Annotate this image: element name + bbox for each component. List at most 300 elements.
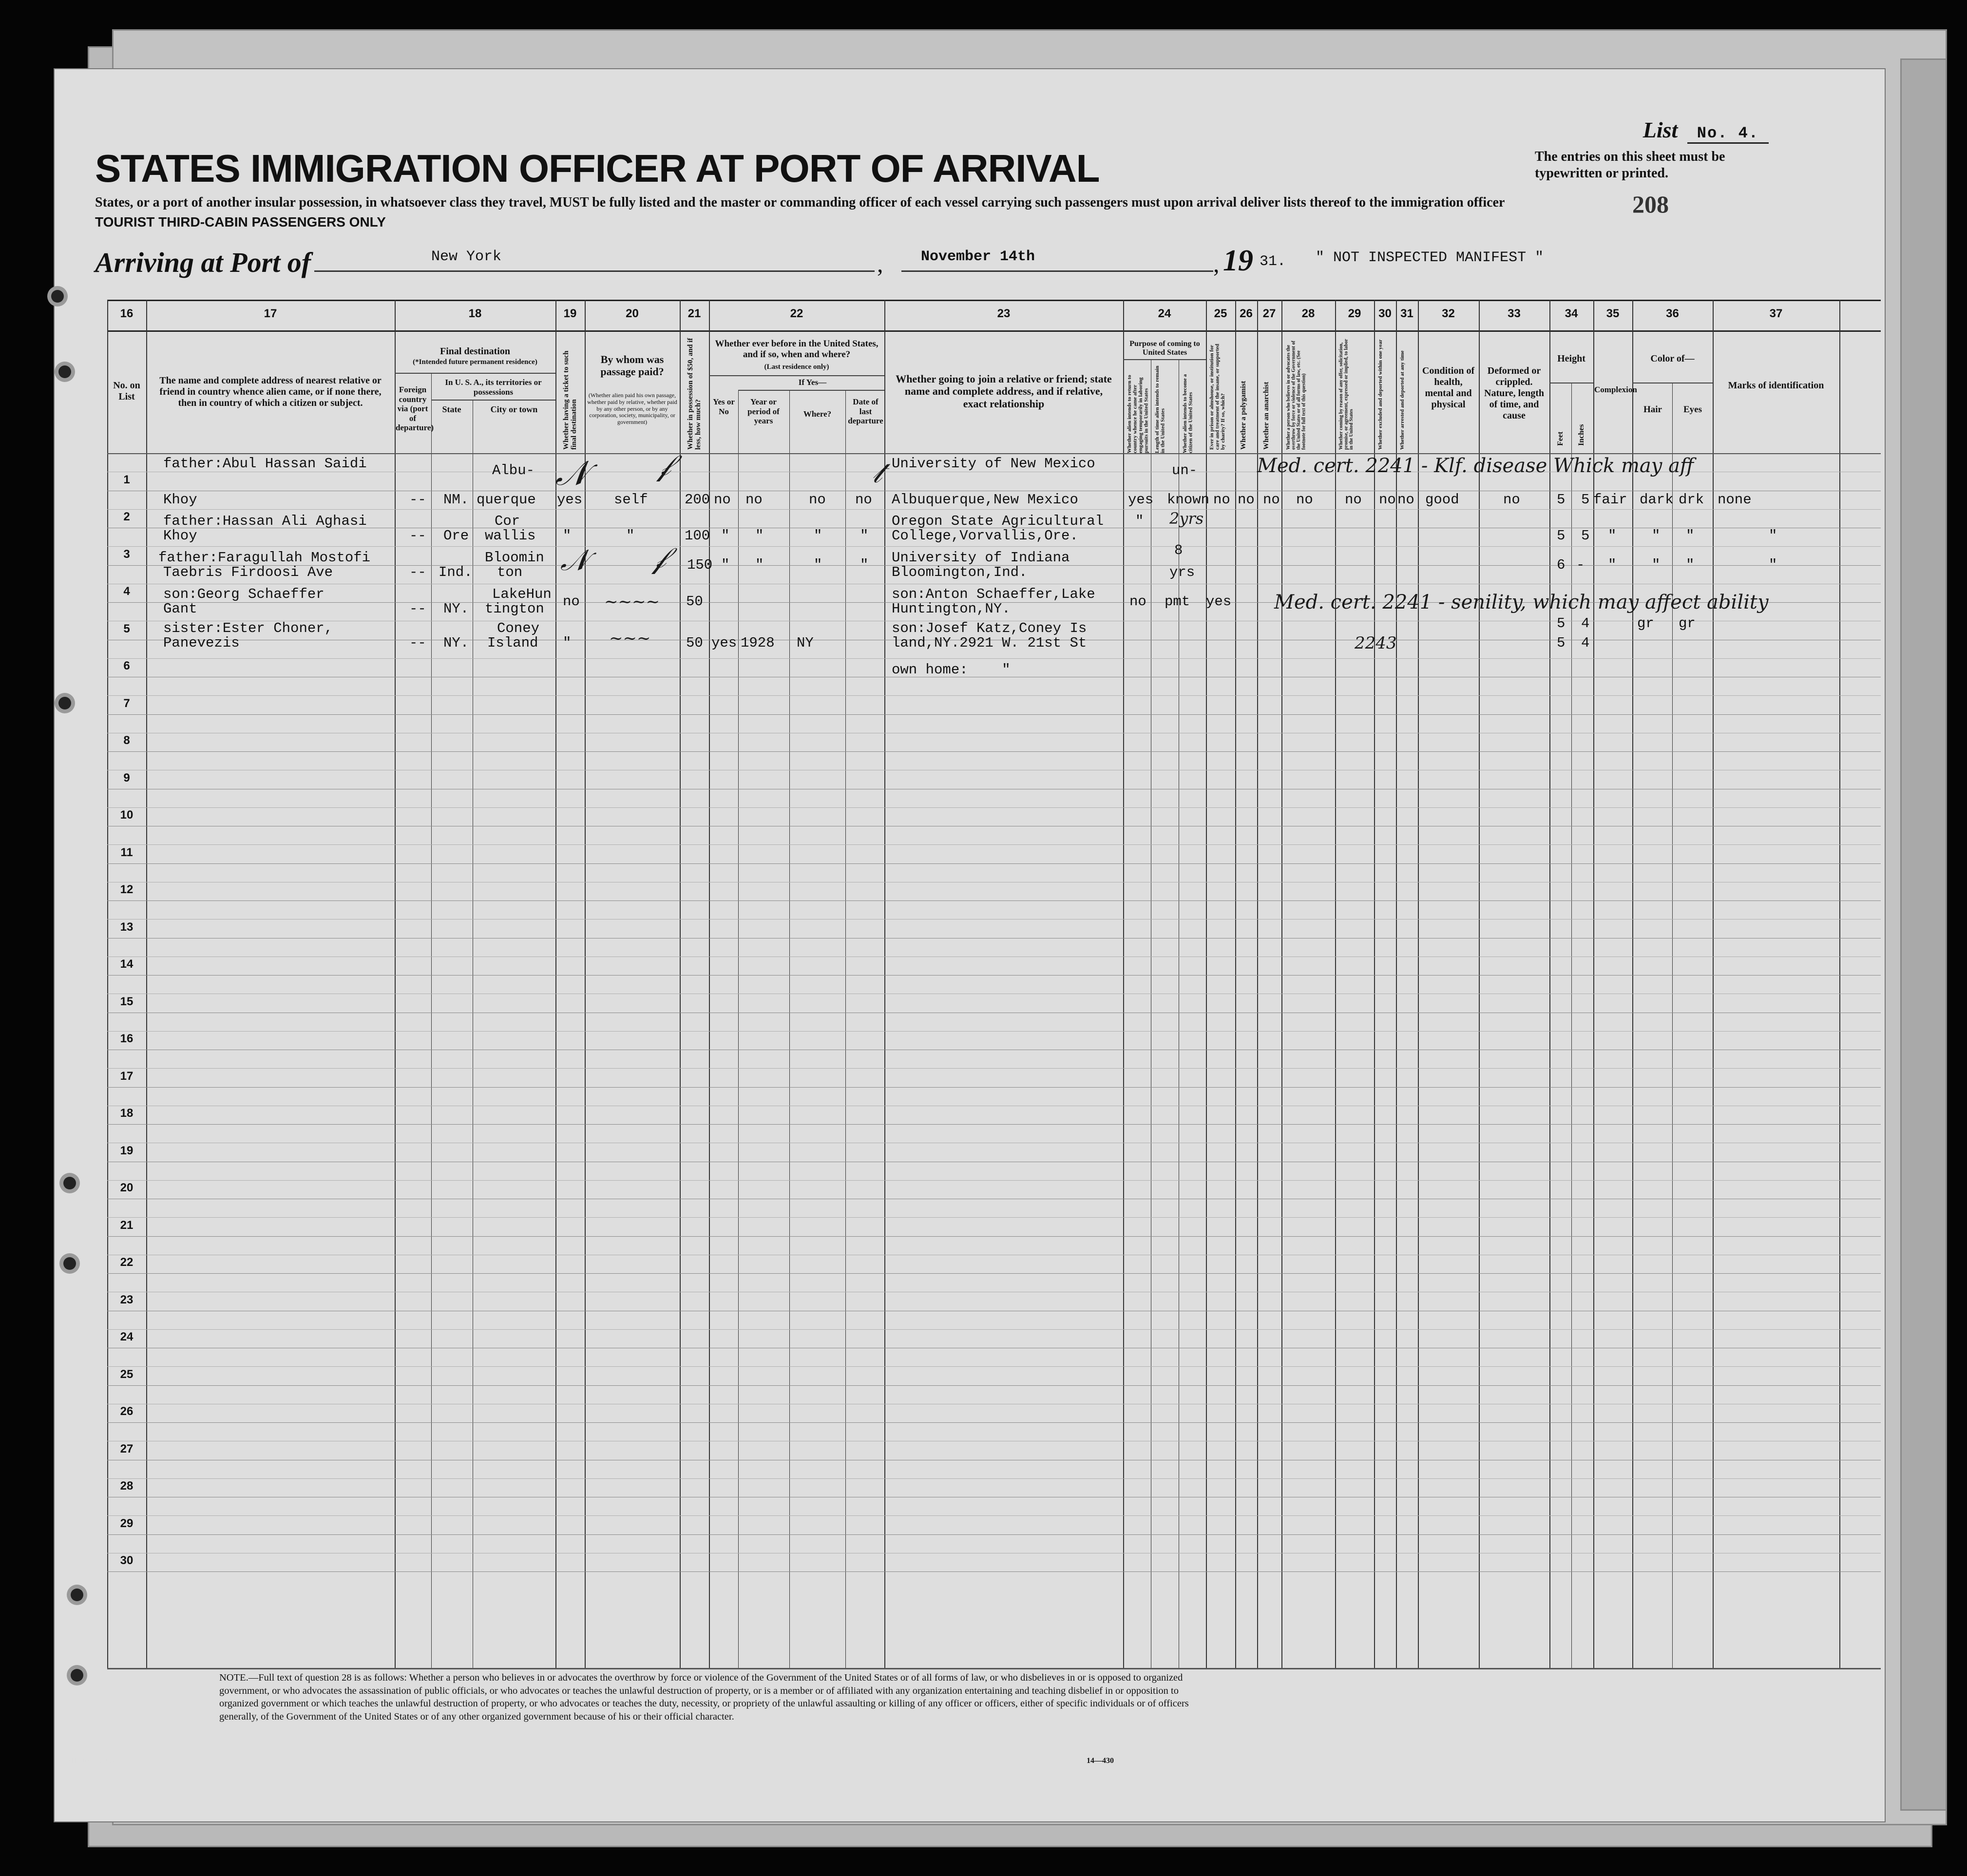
row1-joining-address: Albuquerque,New Mexico: [892, 492, 1078, 508]
footnote-q28: NOTE.—Full text of question 28 is as follows: Whether a person who believes in or advocates the overthrow by force or violence of the Government of the United States or of all forms of law, or who disbelieves in or is opposed to organized government, or who advocates the assassination of public officials, or who advocates or teaches the unlawful destruction of property, or is a member or of affiliated with any organization entertaining and teaching disbelief in or opposition to organized government or which teaches the unlawful destruction of property, or who advocates or teaches the duty, necessity, or propriety of the unlawful assaulting or killing of any officer or officers, either of specific individuals or of officers generally, of the Government of the United States or of any other organized government because of his or their official character.: [219, 1672, 1189, 1722]
row3-relative: father:Faragullah Mostofi: [158, 550, 371, 566]
handwritten-mark: ~~~~: [604, 592, 660, 612]
row4-inches: 4: [1581, 615, 1590, 632]
header-rule: [107, 453, 1881, 454]
column-rule: [1479, 300, 1480, 1669]
row2-relative: father:Hassan Ali Aghasi: [163, 513, 367, 529]
row2-where: ": [814, 528, 822, 544]
row3-inches: -: [1576, 557, 1585, 573]
row-rule: [107, 1068, 1881, 1069]
row-rule: [107, 1236, 1881, 1237]
row-rule: [107, 1385, 1881, 1386]
row4-relative: son:Georg Schaeffer: [163, 586, 325, 602]
column-number: 24: [1158, 307, 1171, 320]
row3-money: 150: [687, 557, 713, 573]
manifest-note: " NOT INSPECTED MANIFEST ": [1316, 249, 1544, 266]
column-rule: [1549, 300, 1550, 1669]
binder-hole: [51, 290, 64, 303]
row-number: 5: [123, 622, 130, 635]
handwritten-mark: 𝓉: [872, 456, 882, 490]
column-rule: [585, 300, 586, 1669]
column-rule: [1235, 300, 1236, 1669]
port-line: [314, 270, 875, 272]
row-rule: [107, 1031, 1881, 1032]
row4-feet: 5: [1557, 615, 1566, 632]
header-city: City or town: [490, 404, 538, 414]
port-value: New York: [431, 249, 502, 265]
column-number: 18: [468, 307, 482, 320]
row3-ditto: ": [1686, 557, 1695, 573]
column-rule: [1713, 300, 1714, 1669]
row-number: 12: [120, 883, 134, 896]
row2-feet: 5: [1557, 528, 1566, 544]
column-rule: [1672, 383, 1673, 1669]
row1-polygamist: no: [1238, 492, 1255, 508]
column-number: 16: [120, 307, 134, 320]
row1-purpose-length: known: [1167, 492, 1210, 508]
row-number: 8: [123, 734, 130, 747]
row5-joining: son:Josef Katz,Coney Is: [892, 620, 1087, 636]
header-marks: Marks of identification: [1728, 380, 1824, 391]
row-number: 9: [123, 771, 130, 785]
binder-hole: [58, 365, 71, 378]
header-in-usa: In U. S. A., its territories or possessions: [445, 378, 542, 397]
sheet-number: 208: [1632, 191, 1669, 218]
row-number: 4: [123, 585, 130, 598]
row2-ditto: ": [1686, 528, 1695, 544]
row2-ditto: ": [1769, 528, 1777, 544]
row-number: 30: [120, 1554, 134, 1567]
header-color: Color of—: [1650, 353, 1695, 364]
column-rule: [431, 373, 432, 1669]
column-number: 31: [1400, 307, 1413, 320]
header-before-in-us: Whether ever before in the United States, and if so, when and where?: [715, 339, 878, 360]
column-rule: [1418, 300, 1419, 1669]
header-anarchist: Whether an anarchist: [1262, 382, 1270, 450]
table-bottom-rule: [107, 1668, 1881, 1669]
row1-anarchist: no: [1263, 492, 1280, 508]
row2-ditto: ": [1652, 528, 1661, 544]
row1-year: no: [745, 492, 763, 508]
handwritten-annotation: Med. cert. 2241 - Klf. disease Whick may aff: [1257, 455, 1694, 477]
row5-money: 50: [686, 635, 703, 651]
row1-money: 200: [685, 492, 710, 508]
column-rule: [1335, 300, 1336, 1669]
row-rule: [107, 844, 1881, 845]
header-divider: [709, 375, 884, 376]
arrival-date: November 14th: [921, 249, 1035, 265]
header-final-destination: Final destination: [440, 346, 510, 357]
row2-paid-by: ": [626, 528, 635, 544]
row5-state: NY.: [443, 635, 469, 651]
header-passage-paid: By whom was passage paid?: [600, 353, 664, 378]
row1-prison: no: [1213, 492, 1230, 508]
row1-hair: dark: [1640, 492, 1674, 508]
row3-relative-address: Taebris Firdoosi Ave: [163, 564, 333, 580]
column-rule: [1839, 300, 1840, 1669]
row-number: 11: [120, 845, 133, 859]
row2-purpose-return: ": [1135, 513, 1144, 529]
handwritten-annotation: 2243: [1355, 633, 1397, 653]
header-last-residence: (Last residence only): [764, 363, 829, 371]
column-number: 30: [1378, 307, 1392, 320]
header-no-on-list: No. on List: [113, 380, 140, 402]
column-rule: [1396, 300, 1397, 1669]
row1-marks: none: [1718, 492, 1752, 508]
row-number: 17: [120, 1069, 134, 1083]
row-rule: [107, 1534, 1881, 1535]
row3-purpose-length: yrs: [1169, 564, 1195, 580]
header-relative: The name and complete address of nearest relative or friend in country whence alien came, or if none there, then in country of which a citizen or subject.: [159, 375, 382, 408]
row-rule: [107, 714, 1881, 715]
header-purpose-return: Whether alien intends to return to country whence he came after engaging temporarily in laboring pursuits in the United States: [1127, 375, 1149, 453]
row-rule: [107, 900, 1881, 901]
header-divider: [431, 400, 555, 401]
row-rule: [107, 1273, 1881, 1274]
binder-hole: [63, 1177, 76, 1189]
row5-city: Island: [487, 635, 538, 651]
column-number: 25: [1214, 307, 1227, 320]
row2-city: Cor: [495, 513, 520, 529]
header-state: State: [442, 404, 461, 414]
row-rule: [107, 509, 1881, 510]
row1-departure: no: [855, 492, 872, 508]
row4-foreign: --: [409, 601, 426, 617]
row2-joining: Oregon State Agricultural: [892, 513, 1104, 529]
row2-state: Ore: [443, 528, 469, 544]
row-number: 1: [123, 473, 130, 486]
manifest-sheet: [54, 68, 1886, 1822]
row4-money: 50: [686, 593, 703, 610]
column-rule: [789, 390, 790, 1669]
row1-city: Albu-: [492, 462, 535, 479]
row3-before: ": [721, 557, 730, 573]
year-suffix: 31.: [1260, 253, 1286, 270]
row4-state: NY.: [443, 601, 469, 617]
states-instructions: States, or a port of another insular possession, in whatsoever class they travel, MUST be fully listed and the master or commanding officer of each vessel carrying such passengers must upon arrival deliver lists thereof to the immigration officer: [95, 195, 1505, 210]
row-number: 15: [120, 995, 134, 1008]
row1-complexion: fair: [1593, 492, 1627, 508]
row2-departure: ": [860, 528, 869, 544]
header-excluded: Whether excluded and deported within one year: [1377, 339, 1383, 450]
row-rule: [107, 546, 1881, 547]
header-foreign-country: Foreign country via (port of departure): [396, 385, 434, 433]
binder-hole: [71, 1589, 83, 1601]
row4-purpose-citizen: yes: [1206, 593, 1232, 610]
row1-city: querque: [477, 492, 536, 508]
column-rule: [884, 300, 885, 1669]
row3-ditto: ": [1652, 557, 1661, 573]
row-number: 22: [120, 1256, 134, 1269]
column-number: 36: [1666, 307, 1679, 320]
row2-inches: 5: [1581, 528, 1590, 544]
arriving-label: Arriving at Port of: [95, 247, 311, 278]
row5-relative: sister:Ester Choner,: [163, 620, 333, 636]
column-number: 33: [1508, 307, 1521, 320]
header-labor-offer: Whether coming by reason of any offer, solicitation, promise, or agreement, expressed or implied, to labor in the United States: [1338, 339, 1354, 450]
header-purpose-length: Length of time alien intends to remain in the United States: [1154, 365, 1166, 453]
header-purpose-citizen: Whether alien intends to become a citizen of the United States: [1182, 374, 1194, 453]
row5-year: 1928: [741, 635, 775, 651]
header-inches: Inches: [1577, 424, 1585, 446]
row3-feet: 6: [1557, 557, 1566, 573]
row1-foreign: --: [409, 492, 426, 508]
binder-hole: [71, 1669, 83, 1682]
row4-city: tington: [485, 601, 544, 617]
row4-city: LakeHun: [492, 586, 552, 602]
header-feet: Feet: [1556, 431, 1565, 446]
column-rule: [555, 300, 556, 1669]
header-health: Condition of health, mental and physical: [1422, 365, 1475, 410]
row5-inches: 4: [1581, 635, 1590, 651]
column-number: 17: [264, 307, 277, 320]
header-overthrow: Whether a person who believes in or advocates the overthrow by force or violence of the Government of the United States or of all forms of law, etc. (See footnote for full text of this question): [1286, 341, 1307, 450]
back-sheet-edge: [1900, 58, 1947, 1811]
footer-code: HL. form 29 ad: [68, 1757, 117, 1765]
handwritten-mark: 𝒩: [560, 543, 589, 577]
row2-city: wallis: [485, 528, 536, 544]
row5-city: Coney: [497, 620, 540, 636]
row1-relative-address: Khoy: [163, 492, 197, 508]
row-number: 19: [120, 1144, 134, 1157]
manifest-table: [107, 300, 1881, 1669]
row4-eyes: gr: [1679, 615, 1696, 632]
date-line: [901, 270, 1213, 272]
row3-city: ton: [497, 564, 523, 580]
tourist-class-label: TOURIST THIRD-CABIN PASSENGERS ONLY: [95, 214, 386, 230]
row2-ticket: ": [563, 528, 572, 544]
row1-where: no: [809, 492, 826, 508]
row-number: 29: [120, 1516, 134, 1530]
row5-joining-address: land,NY.2921 W. 21st St: [892, 635, 1087, 651]
row-rule: [107, 1087, 1881, 1088]
row-number: 18: [120, 1107, 134, 1120]
row1-excluded: no: [1379, 492, 1396, 508]
row-rule: [107, 863, 1881, 864]
column-rule: [1123, 300, 1124, 1669]
header-ticket: Whether having a ticket to such final destination: [562, 350, 578, 450]
entries-note: The entries on this sheet must be typewritten or printed.: [1535, 149, 1725, 181]
row3-year: ": [755, 557, 764, 573]
header-prison: Ever in prison or almshouse, or institution for care and treatment of the insane, or supported by charity? If so, which?: [1209, 344, 1226, 450]
row5-feet: 5: [1557, 635, 1566, 651]
separator: ,: [877, 250, 883, 277]
column-rule: [845, 390, 846, 1669]
row-number: 21: [120, 1218, 134, 1232]
column-rule: [1281, 300, 1282, 1669]
row1-feet: 5: [1557, 492, 1566, 508]
header-complexion: Complexion: [1594, 385, 1637, 394]
row-rule: [107, 807, 1881, 808]
row-number: 13: [120, 920, 134, 934]
handwritten-mark: 𝒻: [658, 448, 671, 482]
row-number: 20: [120, 1181, 134, 1194]
handwritten-annotation: 2yrs: [1169, 509, 1204, 528]
row-rule: [107, 1366, 1881, 1367]
header-last-departure: Date of last departure: [848, 397, 883, 426]
row-rule: [107, 658, 1881, 659]
row-rule: [107, 1422, 1881, 1423]
column-number: 19: [563, 307, 577, 320]
column-number: 21: [687, 307, 701, 320]
row2-joining-address: College,Vorvallis,Ore.: [892, 528, 1078, 544]
column-number: 34: [1565, 307, 1578, 320]
column-number: 32: [1442, 307, 1455, 320]
row1-arrested: no: [1397, 492, 1414, 508]
row1-ticket: yes: [557, 492, 583, 508]
row2-ditto: ": [1608, 528, 1617, 544]
row2-relative-address: Khoy: [163, 528, 197, 544]
header-if-yes: If Yes—: [798, 378, 827, 387]
separator: ,: [1213, 250, 1220, 277]
header-joining: Whether going to join a relative or friend; state name and complete address, and if relative, exact relationship: [896, 373, 1112, 410]
row3-ditto: ": [1769, 557, 1777, 573]
header-height: Height: [1557, 353, 1585, 364]
row4-joining-address: Huntington,NY.: [892, 601, 1011, 617]
row1-purpose-length: un-: [1172, 462, 1198, 479]
row-number: 6: [123, 659, 130, 672]
column-rule: [1632, 300, 1633, 1669]
row4-ticket: no: [563, 593, 580, 610]
row1-inches: 5: [1581, 492, 1590, 508]
row-number: 2: [123, 510, 130, 523]
row4-hair: gr: [1637, 615, 1654, 632]
header-divider: [738, 390, 884, 391]
row2-money: 100: [685, 528, 710, 544]
column-rule: [738, 390, 739, 1669]
row3-joining: University of Indiana: [892, 550, 1070, 566]
row2-before: ": [721, 528, 730, 544]
row3-ditto: ": [1608, 557, 1617, 573]
row6-joining: own home: ": [892, 662, 1011, 678]
row-number: 25: [120, 1367, 134, 1381]
row-rule: [107, 1571, 1881, 1572]
row5-where: NY: [797, 635, 814, 651]
column-number: 29: [1348, 307, 1361, 320]
binder-hole: [58, 697, 71, 709]
row3-departure: ": [860, 557, 869, 573]
row3-purpose-length: 8: [1174, 542, 1183, 558]
header-yes-no: Yes or No: [713, 397, 735, 416]
row1-health: good: [1425, 492, 1459, 508]
column-rule: [395, 300, 396, 1669]
row3-state: Ind.: [439, 564, 473, 580]
row-rule: [107, 1217, 1881, 1218]
list-number: List No. 4.: [1643, 117, 1769, 143]
row1-labor: no: [1345, 492, 1362, 508]
row-number: 26: [120, 1405, 134, 1418]
row1-eyes: drk: [1679, 492, 1704, 508]
header-arrested: Whether arrested and deported at any time: [1399, 350, 1405, 450]
column-number: 37: [1769, 307, 1783, 320]
row-number: 14: [120, 957, 134, 971]
column-number: 35: [1606, 307, 1620, 320]
row1-state: NM.: [443, 492, 469, 508]
row-rule: [107, 1329, 1881, 1330]
row-rule: [107, 1124, 1881, 1125]
row-number: 3: [123, 547, 130, 561]
column-rule: [1257, 300, 1258, 1669]
row-rule: [107, 751, 1881, 752]
row-rule: [107, 1180, 1881, 1181]
row-number: 10: [120, 808, 134, 822]
row-number: 7: [123, 696, 130, 710]
row1-paid-by: self: [614, 492, 648, 508]
row5-ticket: ": [563, 635, 572, 651]
row4-joining: son:Anton Schaeffer,Lake: [892, 586, 1095, 602]
row4-purpose-length: pmt: [1165, 593, 1190, 610]
column-number: 22: [790, 307, 803, 320]
handwritten-mark: ~~~: [609, 629, 651, 648]
column-number: 20: [626, 307, 639, 320]
column-rule: [1374, 300, 1375, 1669]
row1-overthrow: no: [1296, 492, 1313, 508]
row5-before: yes: [711, 635, 737, 651]
row3-city: Bloomin: [485, 550, 544, 566]
column-rule: [680, 300, 681, 1669]
header-year: Year or period of years: [747, 397, 780, 426]
column-rule: [107, 300, 108, 1669]
row5-foreign: --: [409, 635, 426, 651]
row-rule: [107, 695, 1881, 696]
column-rule: [1571, 383, 1572, 1669]
header-passage-paid-sub: (Whether alien paid his own passage, whether paid by relative, whether paid by any other person, or by any corporation, society, municipality, or government): [587, 392, 677, 426]
header-polygamist: Whether a polygamist: [1240, 381, 1247, 450]
row1-purpose-return: yes: [1128, 492, 1154, 508]
column-number: 27: [1262, 307, 1276, 320]
column-number: 26: [1240, 307, 1253, 320]
row4-purpose-return: no: [1129, 593, 1146, 610]
row1-before: no: [714, 492, 731, 508]
column-rule: [146, 300, 147, 1669]
header-eyes: Eyes: [1683, 404, 1702, 415]
column-number: 23: [997, 307, 1011, 320]
binder-hole: [63, 1257, 76, 1270]
row4-relative-address: Gant: [163, 601, 197, 617]
row2-foreign: --: [409, 528, 426, 544]
row3-foreign: --: [409, 564, 426, 580]
column-number: 28: [1301, 307, 1315, 320]
header-purpose: Purpose of coming to United States: [1129, 340, 1200, 357]
form-reference: 14—430: [1087, 1757, 1114, 1765]
row-number: 24: [120, 1330, 134, 1343]
year-prefix: 19: [1223, 244, 1253, 277]
row1-joining: University of New Mexico: [892, 456, 1095, 472]
header-where: Where?: [803, 409, 832, 419]
row-number: 27: [120, 1442, 134, 1455]
row-rule: [107, 975, 1881, 976]
handwritten-mark: 𝒩: [555, 453, 589, 493]
row3-joining-address: Bloomington,Ind.: [892, 564, 1028, 580]
header-final-destination-sub: (*Intended future permanent residence): [413, 358, 537, 366]
handwritten-mark: 𝒻: [653, 541, 666, 575]
page-title: STATES IMMIGRATION OFFICER AT PORT OF ARRIVAL: [95, 147, 1100, 190]
row1-relative: father:Abul Hassan Saidi: [163, 456, 367, 472]
row1-deformed: no: [1503, 492, 1520, 508]
row-number: 16: [120, 1032, 134, 1045]
row3-where: ": [814, 557, 822, 573]
header-deformed: Deformed or crippled. Nature, length of time, and cause: [1484, 365, 1544, 421]
row-rule: [107, 1478, 1881, 1479]
header-divider: [1123, 359, 1206, 360]
row2-year: ": [755, 528, 764, 544]
row-rule: [107, 1515, 1881, 1516]
header-hair: Hair: [1643, 404, 1662, 415]
row5-relative-address: Panevezis: [163, 635, 240, 651]
header-divider: [395, 373, 555, 374]
header-money: Whether in possession of $50, and if less, how much?: [687, 338, 702, 450]
handwritten-annotation: Med. cert. 2241 - senility, which may affect ability: [1274, 591, 1769, 613]
